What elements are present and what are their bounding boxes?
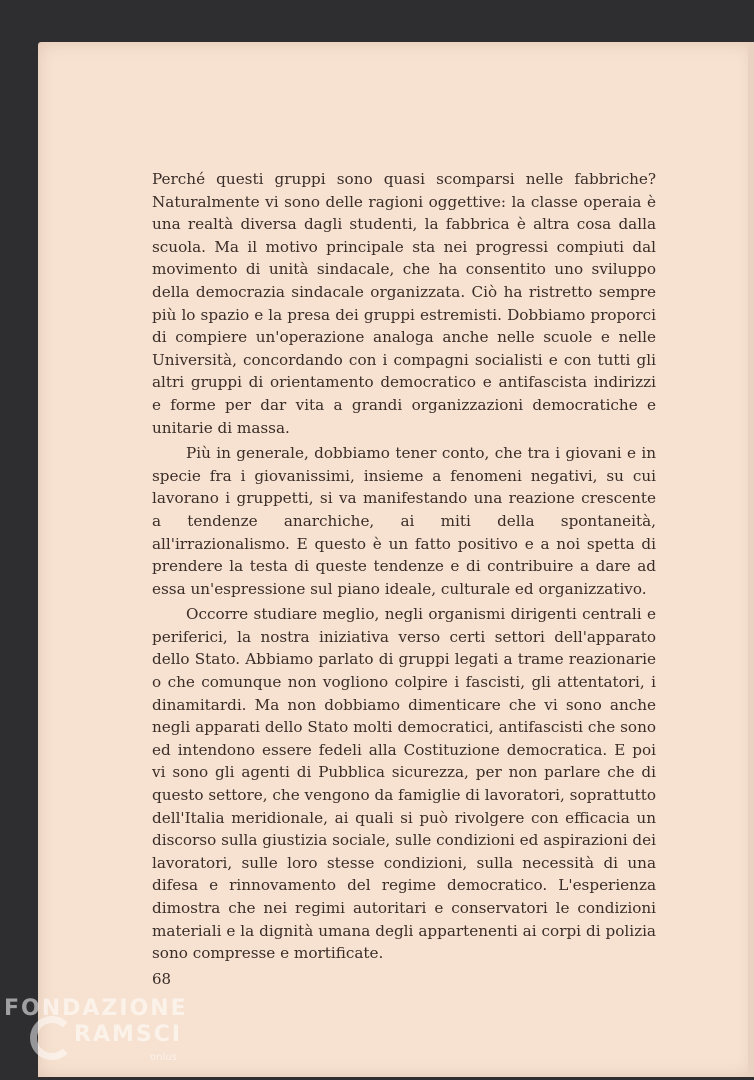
paragraph-1: Perché questi gruppi sono quasi scomparsi nelle fabbriche? Naturalmente vi sono delle ragioni oggettive: la classe operaia è una realtà diversa dagli studenti, la fabbrica è altra cosa dalla scuola. Ma il motivo principale sta nei progressi compiuti dal movimento di unità sindacale, che ha consentito uno sviluppo della democrazia sindacale organizzata. Ciò ha ristretto sempre più lo spazio e la presa dei gruppi estremisti. Dobbiamo proporci di compiere un'operazione analoga anche nelle scuole e nelle Università, concordando con i compagni socialisti e con tutti gli altri gruppi di orientamento democratico e antifascista indirizzi e forme per dar vita a grandi organizzazioni democratiche e unitarie di massa. <box>152 170 656 437</box>
watermark-sub: onlus <box>150 1052 177 1063</box>
watermark-line1: FONDAZIONE <box>4 996 188 1021</box>
body-text <box>152 168 656 965</box>
watermark <box>4 996 188 1048</box>
watermark-line2: RAMSCI <box>74 1022 183 1047</box>
paragraph-2: Più in generale, dobbiamo tener conto, che tra i giovani e in specie fra i giovanissimi, insieme a fenomeni negativi, su cui lavorano i gruppetti, si va manifestando una reazione crescente a tendenze anarchiche, ai miti della spontaneità, all'irrazionalismo. E questo è un fatto positivo e a noi spetta di prendere la testa di queste tendenze e di contribuire a dare ad essa un'espressione sul piano ideale, culturale ed organizzativo. <box>152 444 656 598</box>
page-number: 68 <box>152 970 172 988</box>
paragraph-3: Occorre studiare meglio, negli organismi dirigenti centrali e periferici, la nostra iniziativa verso certi settori dell'apparato dello Stato. Abbiamo parlato di gruppi legati a trame reazionarie o che comunque non vogliono colpire i fascisti, gli attentatori, i dinamitardi. Ma non dobbiamo dimenticare che vi sono anche negli apparati dello Stato molti democratici, antifascisti che sono ed intendono essere fedeli alla Costituzione democratica. E poi vi sono gli agenti di Pubblica sicurezza, per non parlare che di questo settore, che vengono da famiglie di lavoratori, soprattutto dell'Italia meridionale, ai quali si può rivolgere con efficacia un discorso sulla giustizia sociale, sulle condizioni ed aspirazioni dei lavoratori, sulle loro stesse condizioni, sulla necessità di una difesa e rinnovamento del regime democratico. L'esperienza dimostra che nei regimi autoritari e conservatori le condizioni materiali e la dignità umana degli appartenenti ai corpi di polizia sono compresse e mortificate. <box>152 605 656 963</box>
page-edge <box>748 42 754 1077</box>
